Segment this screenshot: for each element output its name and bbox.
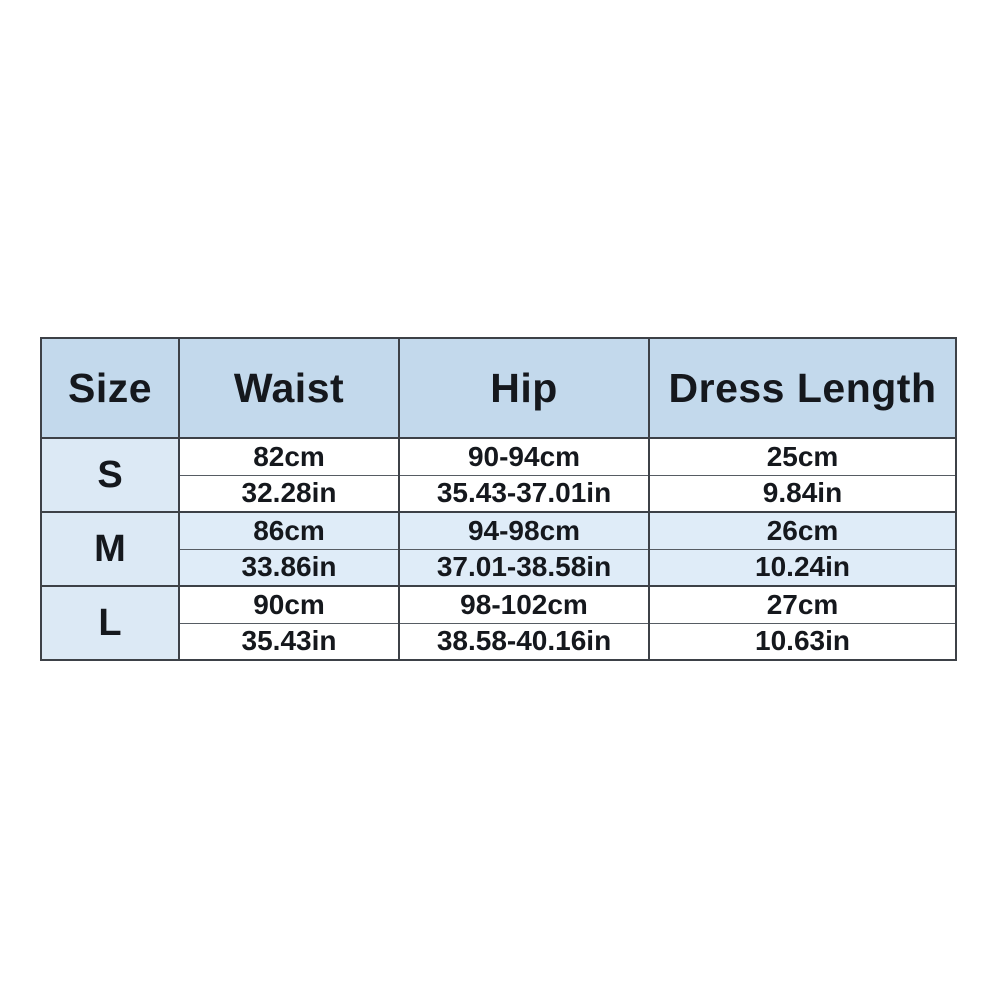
header-size: Size [41, 338, 179, 438]
size-chart-table [40, 337, 957, 661]
cell-m-waist-cm: 86cm [179, 512, 399, 549]
cell-m-hip-in: 37.01-38.58in [399, 549, 649, 586]
cell-m-waist-in: 33.86in [179, 549, 399, 586]
row-s-in [41, 475, 956, 512]
row-m-cm [41, 512, 956, 549]
cell-s-hip-in: 35.43-37.01in [399, 475, 649, 512]
cell-s-length-cm: 25cm [649, 438, 956, 475]
header-waist: Waist [179, 338, 399, 438]
cell-m-length-cm: 26cm [649, 512, 956, 549]
cell-m-length-in: 10.24in [649, 549, 956, 586]
cell-s-waist-in: 32.28in [179, 475, 399, 512]
size-label-l: L [41, 586, 179, 660]
cell-l-length-in: 10.63in [649, 623, 956, 660]
cell-s-hip-cm: 90-94cm [399, 438, 649, 475]
row-l-cm [41, 586, 956, 623]
row-m-in [41, 549, 956, 586]
cell-l-hip-in: 38.58-40.16in [399, 623, 649, 660]
cell-l-length-cm: 27cm [649, 586, 956, 623]
row-s-cm [41, 438, 956, 475]
size-label-m: M [41, 512, 179, 586]
size-label-s: S [41, 438, 179, 512]
cell-l-hip-cm: 98-102cm [399, 586, 649, 623]
row-l-in [41, 623, 956, 660]
cell-s-waist-cm: 82cm [179, 438, 399, 475]
header-hip: Hip [399, 338, 649, 438]
header-dress-length: Dress Length [649, 338, 956, 438]
cell-l-waist-cm: 90cm [179, 586, 399, 623]
cell-s-length-in: 9.84in [649, 475, 956, 512]
header-row [41, 338, 956, 438]
cell-l-waist-in: 35.43in [179, 623, 399, 660]
cell-m-hip-cm: 94-98cm [399, 512, 649, 549]
